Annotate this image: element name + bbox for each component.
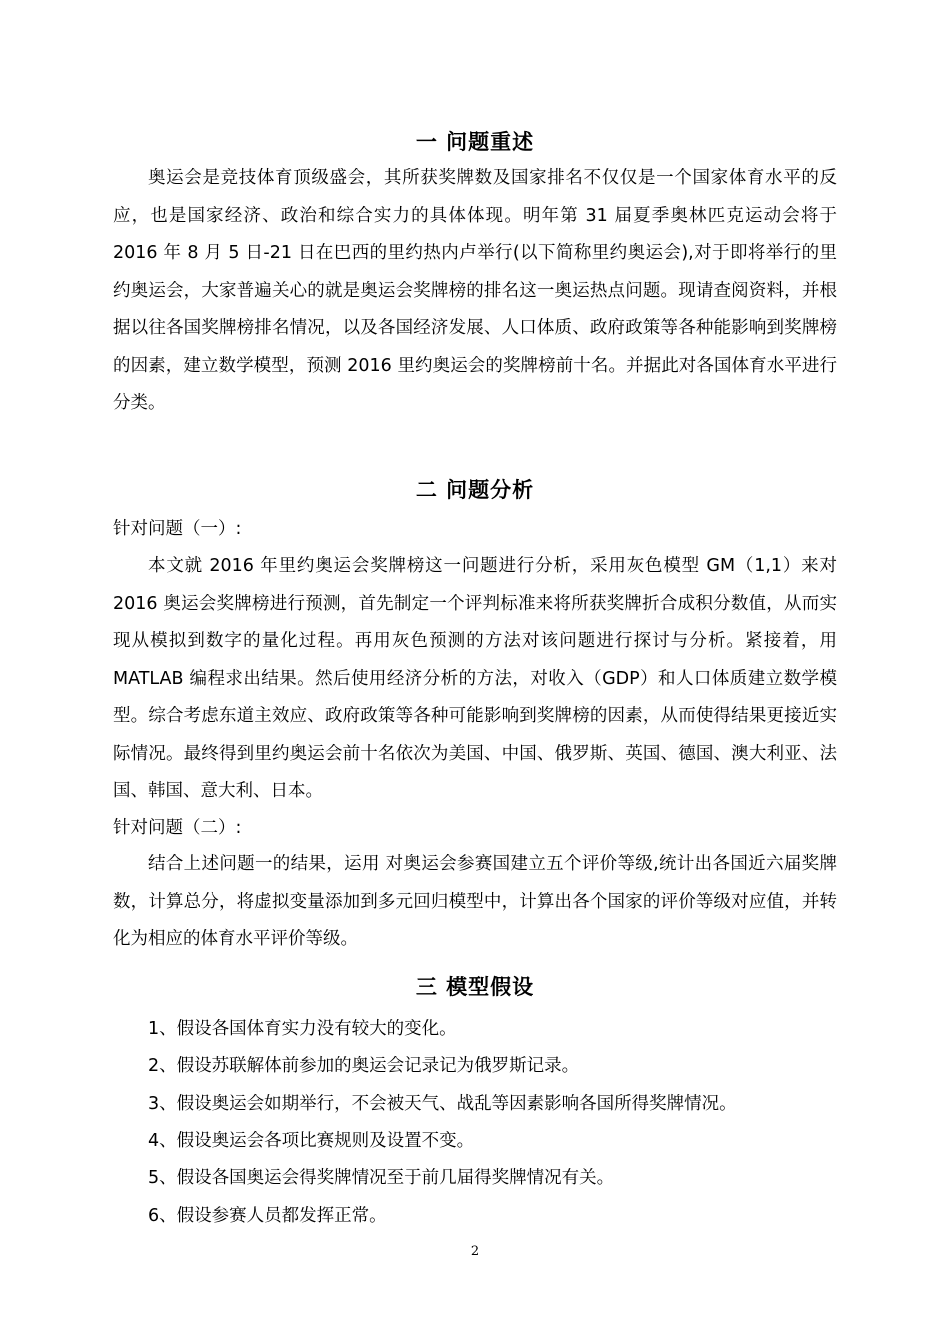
section-title-problem-restatement: 一 问题重述 bbox=[415, 130, 535, 154]
question-one-label: 针对问题（一）: bbox=[113, 519, 242, 539]
assumption-item: 3、假设奥运会如期举行，不会被天气、战乱等因素影响各国所得奖牌情况。 bbox=[148, 1094, 737, 1114]
page-number: 2 bbox=[470, 1244, 480, 1259]
section-title-problem-analysis: 二 问题分析 bbox=[415, 478, 535, 502]
section-title-model-assumptions: 三 模型假设 bbox=[415, 975, 535, 999]
assumption-item: 2、假设苏联解体前参加的奥运会记录记为俄罗斯记录。 bbox=[148, 1056, 580, 1076]
problem-restatement-paragraph: 奥运会是竞技体育顶级盛会，其所获奖牌数及国家排名不仅仅是一个国家体育水平的反应，也是国家经济、政治和综合实力的具体体现。明年第 31 届夏季奥林匹克运动会将于 2016 年 8 月 5 日-21 日在巴西的里约热内卢举行(以下简称里约奥运会),对于即将举行的里约奥运会，大家普遍关心的就是奥运会奖牌榜的排名这一奥运热点问题。现请查阅资料，并根据以往各国奖牌榜排名情况，以及各国经济发展、人口体质、政府政策等各种能影响到奖牌榜的因素，建立数学模型，预测 2016 里约奥运会的奖牌榜前十名。并据此对各国体育水平进行分类。 bbox=[113, 168, 837, 413]
question-one-paragraph: 本文就 2016 年里约奥运会奖牌榜这一问题进行分析，采用灰色模型 GM（1,1）来对 2016 奥运会奖牌榜进行预测，首先制定一个评判标准来将所获奖牌折合成积分数值，从而实现从模拟到数字的量化过程。再用灰色预测的方法对该问题进行探讨与分析。紧接着，用 MATLAB 编程求出结果。然后使用经济分析的方法，对收入（GDP）和人口体质建立数学模型。综合考虑东道主效应、政府政策等各种可能影响到奖牌榜的因素，从而使得结果更接近实际情况。最终得到里约奥运会前十名依次为美国、中国、俄罗斯、英国、德国、澳大利亚、法国、韩国、意大利、日本。 bbox=[113, 556, 837, 801]
assumption-item: 6、假设参赛人员都发挥正常。 bbox=[148, 1206, 387, 1226]
question-two-paragraph: 结合上述问题一的结果，运用 对奥运会参赛国建立五个评价等级,统计出各国近六届奖牌数，计算总分，将虚拟变量添加到多元回归模型中，计算出各个国家的评价等级对应值，并转化为相应的体育水平评价等级。 bbox=[113, 854, 837, 949]
assumption-item: 1、假设各国体育实力没有较大的变化。 bbox=[148, 1019, 457, 1039]
question-two-label: 针对问题（二）: bbox=[113, 818, 242, 838]
assumption-item: 4、假设奥运会各项比赛规则及设置不变。 bbox=[148, 1131, 475, 1151]
assumption-item: 5、假设各国奥运会得奖牌情况至于前几届得奖牌情况有关。 bbox=[148, 1168, 615, 1188]
